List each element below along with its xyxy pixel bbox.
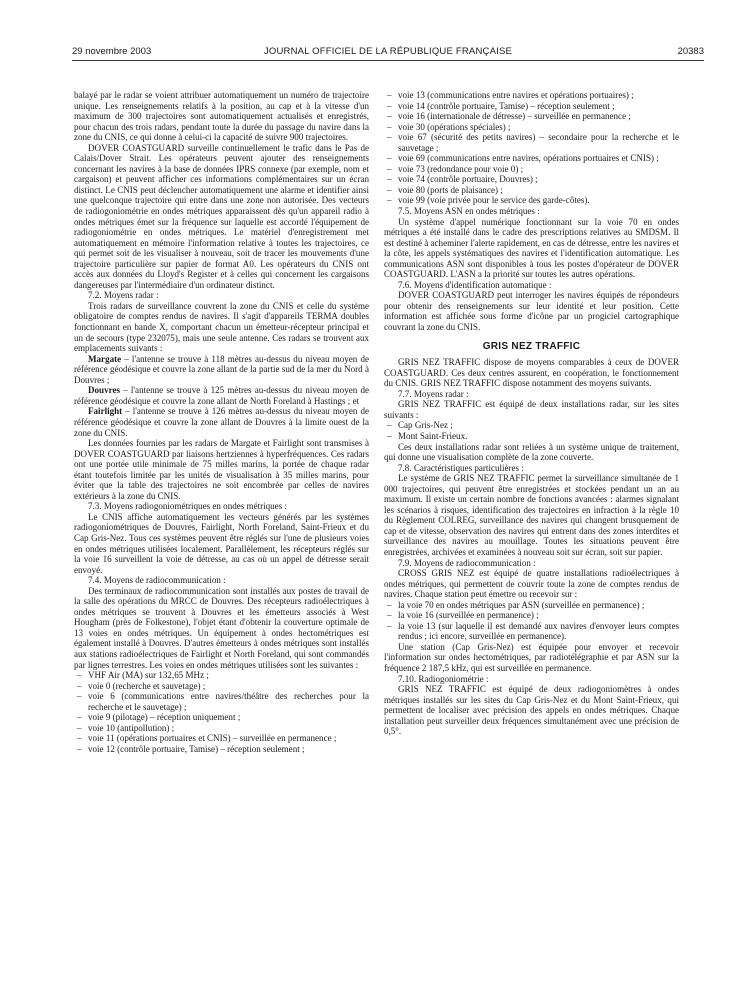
paragraph-text: Mont Saint-Frieux. <box>398 430 468 441</box>
paragraph <box>384 217 679 280</box>
paragraph <box>74 512 369 575</box>
paragraph-text: voie 69 (communications entre navires, opérations portuaires et CNIS) ; <box>398 153 659 164</box>
paragraph-text: CROSS GRIS NEZ est équipé de quatre installations radioélectriques à ondes métriques, qui permettent de couvrir toute la zone de comptes rendus de navires. Chaque station peut émettre ou recevoir sur : <box>384 568 679 600</box>
dash-bullet: – <box>77 670 82 681</box>
list-item <box>74 670 369 681</box>
paragraph-text: voie 9 (pilotage) – réception uniquement ; <box>88 712 241 723</box>
paragraph <box>384 674 679 685</box>
dash-bullet: – <box>387 620 392 631</box>
paragraph-text: – l'antenne se trouve à 125 mètres au-dessus du niveau moyen de référence géodésique et couvre la zone allant de North Foreland à Hastings ; et <box>74 385 369 406</box>
radar-site-name: Fairlight <box>88 406 123 417</box>
paragraph-text: DOVER COASTGUARD peut interroger les navires équipés de répondeurs pour obtenir des renseignements sur leur identité et leur position. Cette information est affichée sous forme d'icône par un progiciel cartographique couvrant la zone du CNIS. <box>384 290 679 333</box>
paragraph-text: 7.3. Moyens radiogoniométriques en ondes métriques : <box>88 501 287 512</box>
paragraph <box>74 290 369 301</box>
list-item <box>384 600 679 611</box>
paragraph <box>74 143 369 291</box>
paragraph <box>384 389 679 400</box>
dash-bullet: – <box>77 743 82 754</box>
paragraph-text: 7.4. Moyens de radiocommunication : <box>88 575 226 586</box>
dash-bullet: – <box>387 90 392 100</box>
list-item <box>384 431 679 442</box>
paragraph-text: voie 16 (internationale de détresse) – surveillée en permanence ; <box>398 111 631 122</box>
paragraph <box>74 501 369 512</box>
paragraph-text: voie 14 (contrôle portuaire, Tamise) – réception seulement ; <box>398 100 615 111</box>
paragraph-text: Les données fournies par les radars de Margate et Fairlight sont transmises à DOVER COASTGUARD par liaisons hertziennes à hyperfréquences. Ces radars ont une portée utile minimale de 75 milles marins, la portée de chaque radar étant toutefois limitée par les unités de visualisation à 35 milles marins, pour éviter que la table des trajectoires ne soit encombrée par celles de navires extérieurs à la zone du CNIS. <box>74 438 369 501</box>
paragraph-text: 7.5. Moyens ASN en ondes métriques : <box>398 206 540 217</box>
paragraph-text: la voie 13 (sur laquelle il est demandé aux navires d'envoyer leurs comptes rendus ; ici encore, surveillée en permanence). <box>398 620 679 642</box>
list-item <box>384 101 679 112</box>
dash-bullet: – <box>77 680 82 691</box>
paragraph-text: la voie 16 (surveillée en permanence) ; <box>398 610 539 621</box>
paragraph-text: Ces deux installations radar sont reliées à un système unique de traitement, qui donne une visualisation complète de la zone couverte. <box>384 441 679 463</box>
paragraph-text: Un système d'appel numérique fonctionnant sur la voie 70 en ondes métriques a été installé dans le cadre des prescriptions relatives au SMDSM. Il est destiné à acheminer l'alerte rapidement, en cas de détresse, entre les navires et la côte, les appels systématiques des navires et l'identification automatique. Les communications ASN sont disponibles à tous les postes d'opérateur de DOVER COASTGUARD. L'ASN a la priorité sur toutes les autres opérations. <box>384 216 679 280</box>
dash-bullet: – <box>387 174 392 185</box>
paragraph-text: voie 12 (contrôle portuaire, Tamise) – réception seulement ; <box>88 743 305 754</box>
paragraph-text: DOVER COASTGUARD surveille continuellement le trafic dans le Pas de Calais/Dover Strait. Les opérateurs peuvent ajouter des renseignements concernant les navires à la base de données IPRS connexe (par exemple, nom et cargaison) et peuvent afficher ces informations complémentaires sur un écran distinct. Le CNIS peut déclencher automatiquement une alarme et identifier ainsi une quelconque trajectoire qui entre dans une zone non autorisée. Des vecteurs de radiogoniométrie en ondes métriques apparaissent dès qu'un appareil radio à ondes métriques émet sur la fréquence sur laquelle est accordé l'équipement de radiogoniométrie en ondes métriques. Le matériel d'enregistrement met automatiquement en mémoire l'information relative à toutes les trajectoires, ce qui permet soit de les visualiser à nouveau, soit de tracer les mouvements d'une trajectoire particulière sur papier de format A0. Les opérateurs du CNIS ont accès aux données du Lloyd's Register et à celles qui concernent les cargaisons dangereuses par l'intermédiaire d'un ordinateur distinct. <box>74 142 369 290</box>
list-item <box>384 153 679 164</box>
section-heading: GRIS NEZ TRAFFIC <box>482 340 581 352</box>
dash-bullet: – <box>387 195 392 206</box>
list-item <box>384 111 679 122</box>
dash-bullet: – <box>387 132 392 143</box>
paragraph-text: – l'antenne se trouve à 118 mètres au-dessus du niveau moyen de référence géodésique et couvre la zone allant de la partie sud de la mer du Nord à Douvres ; <box>74 353 369 385</box>
paragraph-text: voie 0 (recherche et sauvetage) ; <box>88 680 206 691</box>
paragraph <box>384 558 679 569</box>
paragraph <box>74 575 369 586</box>
paragraph-text: voie 74 (contrôle portuaire, Douvres) ; <box>398 174 538 185</box>
list-item <box>74 681 369 692</box>
paragraph-text: 7.10. Radiogoniométrie : <box>398 673 489 684</box>
dash-bullet: – <box>387 420 392 431</box>
dash-bullet: – <box>77 712 82 723</box>
paragraph-text: GRIS NEZ TRAFFIC est équipé de deux installations radar, sur les sites suivants : <box>384 399 679 420</box>
paragraph-text: voie 99 (voie privée pour le service des garde-côtes). <box>398 195 590 206</box>
journal-title: JOURNAL OFFICIEL DE LA RÉPUBLIQUE FRANÇAISE <box>263 46 513 57</box>
list-item <box>384 621 679 642</box>
dash-bullet: – <box>77 691 82 702</box>
list-item <box>384 164 679 175</box>
dash-bullet: – <box>387 121 392 132</box>
paragraph-text: voie 67 (sécurité des petits navires) – secondaire pour la recherche et le sauvetage ; <box>398 132 679 153</box>
paragraph-text: voie 10 (antipollution) ; <box>88 722 175 733</box>
dash-bullet: – <box>387 163 392 174</box>
paragraph-text: Trois radars de surveillance couvrent la zone du CNIS et celle du système obligatoire de comptes rendus de navires. Il s'agit d'appareils TERMA doubles fonctionnant en bande X, comportant chacun un émetteur-récepteur principal et un de secours (type 232075), mais une seule antenne. Ces radars se trouvent aux emplacements suivants : <box>74 300 369 354</box>
paragraph <box>384 473 679 557</box>
list-item <box>384 132 679 153</box>
radar-site-name: Douvres <box>88 385 120 396</box>
paragraph-text: Des terminaux de radiocommunication sont installés aux postes de travail de la salle des opérations du MRCC de Douvres. Des récepteurs radioélectriques à ondes métriques se trouvent à Douvres et les émetteurs associés à West Hougham (près de Folkestone), l'objet étant d'obtenir la couverture optimale de 13 voies en ondes métriques. Un équipement à ondes hectométriques est également installé à Douvres. D'autres émetteurs à ondes métriques sont installés aux stations radioélectriques de Fairlight et North Foreland, qui sont commandés par lignes terrestres. Les voies en ondes métriques utilisées sont les suivantes : <box>74 585 369 670</box>
list-item <box>74 712 369 723</box>
list-item <box>384 90 679 101</box>
paragraph-text: 7.9. Moyens de radiocommunication : <box>398 557 536 568</box>
dash-bullet: – <box>387 153 392 164</box>
paragraph <box>384 357 679 389</box>
paragraph-text: voie 13 (communications entre navires et opérations portuaires) ; <box>398 90 634 100</box>
list-item <box>384 185 679 196</box>
paragraph <box>74 301 369 354</box>
paragraph-text: voie 11 (opérations portuaires et CNIS) – surveillée en permanence ; <box>88 733 337 744</box>
page-header <box>72 46 704 60</box>
paragraph <box>384 280 679 291</box>
paragraph <box>74 90 369 143</box>
paragraph-text: voie 73 (redondance pour voie 0) ; <box>398 163 524 174</box>
page-number: 20383 <box>677 46 704 57</box>
radar-site-name: Margate <box>88 353 122 364</box>
dash-bullet: – <box>387 599 392 610</box>
paragraph <box>384 442 679 463</box>
paragraph <box>384 642 679 674</box>
paragraph-text: Cap Gris-Nez ; <box>398 420 453 431</box>
paragraph-text: VHF Air (MA) sur 132,65 MHz ; <box>88 670 209 681</box>
list-item <box>384 174 679 185</box>
paragraph <box>384 463 679 474</box>
paragraph <box>74 438 369 501</box>
list-item <box>384 610 679 621</box>
paragraph-text: balayé par le radar se voient attribuer automatiquement un numéro de trajectoire unique. Les renseignements relatifs à la position, au cap et à la vitesse d'un maximum de 300 trajectoires sont automatiquement actualisés et enregistrés, pour chacun des trois radars, pendant toute la durée du passage du navire dans la zone du CNIS, ce qui donne à celui-ci la capacité de suivre 900 trajectoires. <box>74 90 369 143</box>
right-column <box>384 90 679 737</box>
paragraph-text: 7.7. Moyens radar : <box>398 388 469 399</box>
paragraph <box>384 684 679 737</box>
list-item <box>74 691 369 712</box>
paragraph-text: GRIS NEZ TRAFFIC dispose de moyens comparables à ceux de DOVER COASTGUARD. Ces deux centres assurent, en coopération, le fonctionnement du CNIS. GRIS NEZ TRAFFIC dispose notamment des moyens suivants. <box>384 357 679 389</box>
list-item <box>384 195 679 206</box>
list-item <box>74 723 369 734</box>
paragraph-text: 7.6. Moyens d'identification automatique : <box>398 279 552 290</box>
list-item <box>74 744 369 755</box>
paragraph-text: Le CNIS affiche automatiquement les vecteurs générés par les systèmes radiogoniométriques de Douvres, Fairlight, North Foreland, Saint-Frieux et du Cap Gris-Nez. Tous ces systèmes peuvent être réglés sur l'une de plusieurs voies en ondes métriques utilisées localement. Parallèlement, les récepteurs réglés sur la voie 16 surveillent la voie de détresse, au cas où un appel de détresse serait envoyé. <box>74 511 369 575</box>
paragraph <box>74 385 369 406</box>
paragraph-text: Le système de GRIS NEZ TRAFFIC permet la surveillance simultanée de 1 000 trajectoires, qui peuvent être enregistrées et stockées pendant un an au maximum. Il existe un certain nombre de fonctions avancées : alarmes signalant les scénarios à risques, identification des trajectoires en infraction à la règle 10 du Règlement COLREG, surveillance des navires qui changent brusquement de cap et de vitesse, observation des navires qui entrent dans des zones interdites et surveillance des navires au mouillage. Toutes les situations peuvent être enregistrées, archivées et examinées à nouveau soit sur écran, soit sur papier. <box>384 473 679 557</box>
dash-bullet: – <box>387 100 392 111</box>
paragraph <box>74 586 369 670</box>
paragraph-text: 7.8. Caractéristiques particulières : <box>398 462 524 473</box>
list-item <box>74 733 369 744</box>
paragraph <box>384 206 679 217</box>
paragraph-text: 7.2. Moyens radar : <box>88 290 159 301</box>
dash-bullet: – <box>77 722 82 733</box>
list-item <box>384 122 679 133</box>
paragraph-text: voie 30 (opérations spéciales) ; <box>398 121 511 132</box>
issue-date: 29 novembre 2003 <box>72 46 152 57</box>
paragraph-text: – l'antenne se trouve à 126 mètres au-dessus du niveau moyen de référence géodésique et couvre la zone allant de Douvres à la limite ouest de la zone du CNIS. <box>74 406 369 438</box>
dash-bullet: – <box>77 733 82 744</box>
dash-bullet: – <box>387 610 392 621</box>
paragraph <box>384 568 679 600</box>
left-column <box>74 90 369 754</box>
paragraph-text: Une station (Cap Gris-Nez) est équipée pour envoyer et recevoir l'information sur ondes hectométriques, par radiotélégraphie et par ASN sur la fréquence 2 187,5 kHz, qui est surveillée en permanence. <box>384 641 679 673</box>
paragraph <box>74 406 369 438</box>
dash-bullet: – <box>387 111 392 122</box>
paragraph <box>74 354 369 386</box>
list-item <box>384 420 679 431</box>
paragraph-text: la voie 70 en ondes métriques par ASN (surveillée en permanence) ; <box>398 599 645 610</box>
paragraph-text: voie 80 (ports de plaisance) ; <box>398 184 503 195</box>
dash-bullet: – <box>387 430 392 441</box>
paragraph <box>384 290 679 332</box>
dash-bullet: – <box>387 184 392 195</box>
paragraph <box>384 399 679 420</box>
paragraph-text: voie 6 (communications entre navires/théâtre des recherches pour la recherche et le sauvetage) ; <box>88 691 369 712</box>
paragraph-text: GRIS NEZ TRAFFIC est équipé de deux radiogoniomètres à ondes métriques installés sur les sites du Cap Gris-Nez et du Mont Saint-Frieux, qui permettent de localiser avec précision des appels en ondes métriques. Chaque installation peut surveiller deux fréquences simultanément avec une précision de 0,5°. <box>384 684 679 737</box>
header-rule <box>72 60 704 61</box>
